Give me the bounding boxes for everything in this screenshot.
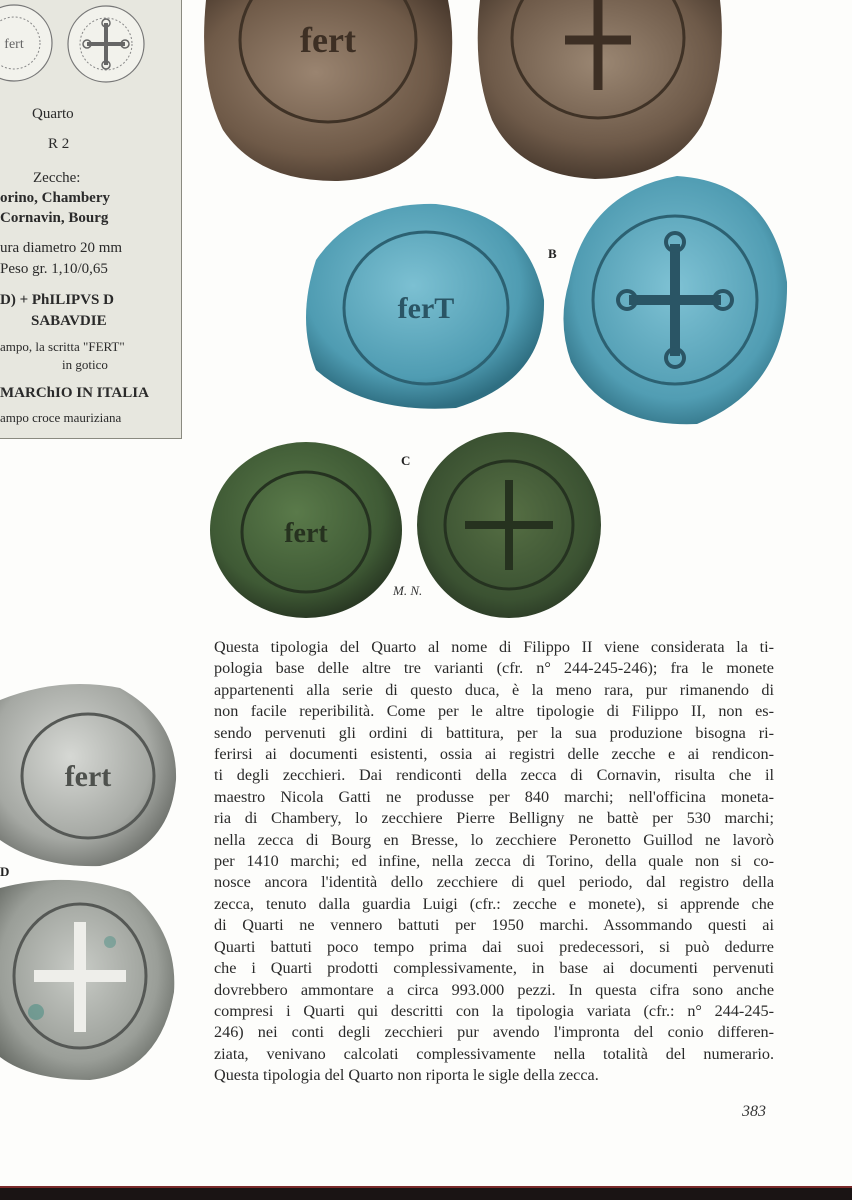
body-text-line: appartenenti alla serie di questo duca, è la meno rara, pur rimanendo di: [214, 680, 774, 699]
weight: Peso gr. 1,10/0,65: [0, 261, 108, 277]
body-text-line: che i Quarti prodotti complessivamente, in base ai documenti pervenuti: [214, 959, 774, 978]
reverse-legend: MARChIO IN ITALIA: [0, 385, 149, 401]
body-text-line: Questa tipologia del Quarto non riporta le sigle della zecca.: [214, 1066, 599, 1085]
page-number: 383: [742, 1103, 766, 1120]
body-text-line: ria di Chambery, lo zecchiere Pierre Belligny ne battè per 530 marchi;: [214, 809, 774, 828]
coin-d-obverse: [0, 680, 180, 868]
body-text-line: nosce ancora l'identità dello zecchiere di quel periodo, dal registro della: [214, 873, 774, 892]
obverse-thumbnail: [0, 2, 58, 84]
diameter: ura diametro 20 mm: [0, 240, 123, 256]
body-text-line: Quarti battuti poco tempo prima dai suoi predecessori, si può dedurre: [214, 937, 774, 956]
rarity: R 2: [48, 136, 70, 152]
mints-line-2: Cornavin, Bourg: [0, 210, 109, 226]
plate-label-b: B: [548, 246, 557, 261]
coin-d-fert-text: fert: [64, 760, 112, 793]
mints-label: Zecche:: [33, 170, 81, 186]
coin-b-fert-text: ferT: [397, 292, 455, 325]
coin-a-reverse: [470, 0, 728, 180]
coin-b-obverse: [296, 200, 548, 412]
body-text-line: dovrebbero ammontare a circa 993.000 pezzi. In questa cifra sono anche: [214, 980, 774, 999]
coin-name: Quarto: [32, 106, 74, 122]
body-text-line: Questa tipologia del Quarto al nome di Filippo II viene considerata la ti-: [214, 638, 774, 656]
obverse-legend: D) + PhILIPVS D: [0, 292, 114, 308]
reverse-thumbnail: [60, 3, 152, 85]
body-text-line: ferirsi ai documenti esistenti, ossia ai registri delle zecche e ai rendicon-: [214, 745, 774, 764]
coin-c-obverse: [208, 440, 404, 620]
body-text-line: ziata, venivano calcolati complessivamente nella totalità del numerario.: [214, 1044, 774, 1063]
coin-b-reverse: [557, 172, 789, 428]
body-text-line: sendo pervenuti gli ordini di battitura, per la sua produzione bisogna ri-: [214, 723, 774, 742]
body-text-line: non facile reperibilità. Come per le altre tipologie di Filippo II, non es-: [214, 702, 774, 721]
plate-label-c: C: [401, 453, 411, 468]
coin-a-obverse: [198, 0, 460, 182]
obverse-field: ampo, la scritta "FERT": [0, 339, 125, 354]
body-text-line: per 1410 marchi; ed infine, nella zecca di Torino, della quale non si co-: [214, 852, 774, 871]
body-text-line: nella zecca di Bourg en Bresse, lo zecchiere Peronetto Guillod ne lavorò: [214, 830, 774, 849]
coin-c-reverse: [415, 430, 603, 620]
mints-line-1: orino, Chambery: [0, 190, 110, 206]
body-text-line: ti degli zecchieri. Dai rendiconti della zecca di Cornavin, risulta che il: [214, 766, 774, 785]
body-text-line: maestro Nicola Gatti ne produsse per 840 marchi; nell'officina moneta-: [214, 787, 774, 806]
reverse-field: ampo croce mauriziana: [0, 410, 122, 425]
body-text-line: pologia base delle altre tre varianti (cfr. n° 244-245-246); fra le monete: [214, 659, 774, 678]
photo-credit: M. N.: [393, 583, 423, 598]
thumb-fert-text: fert: [4, 37, 24, 52]
body-text: [214, 637, 774, 1087]
body-text-line: di Quarti ne vennero battuti per 1950 marchi. Assommando questi ai: [214, 916, 774, 935]
body-text-line: compresi i Quarti qui descritti con la tipologia variata (cfr.: n° 244-245-: [214, 1001, 774, 1020]
plate-label-d: D: [0, 864, 10, 879]
obverse-legend-2: SABAVDIE: [31, 313, 107, 329]
coin-d-reverse: [0, 872, 180, 1082]
coin-c-fert-text: fert: [284, 518, 328, 549]
coin-a-fert-text: fert: [300, 20, 356, 60]
body-text-line: zecca, tenuto dalla guardia Luigi (cfr.: zecche e monete), si apprende che: [214, 894, 774, 913]
body-text-line: 246) nei conti degli zecchieri pur avendo l'impronta del conio differen-: [214, 1023, 774, 1042]
obverse-field-2: in gotico: [62, 357, 108, 372]
coin-info-box: [0, 0, 182, 439]
bottom-band: [0, 1188, 852, 1200]
